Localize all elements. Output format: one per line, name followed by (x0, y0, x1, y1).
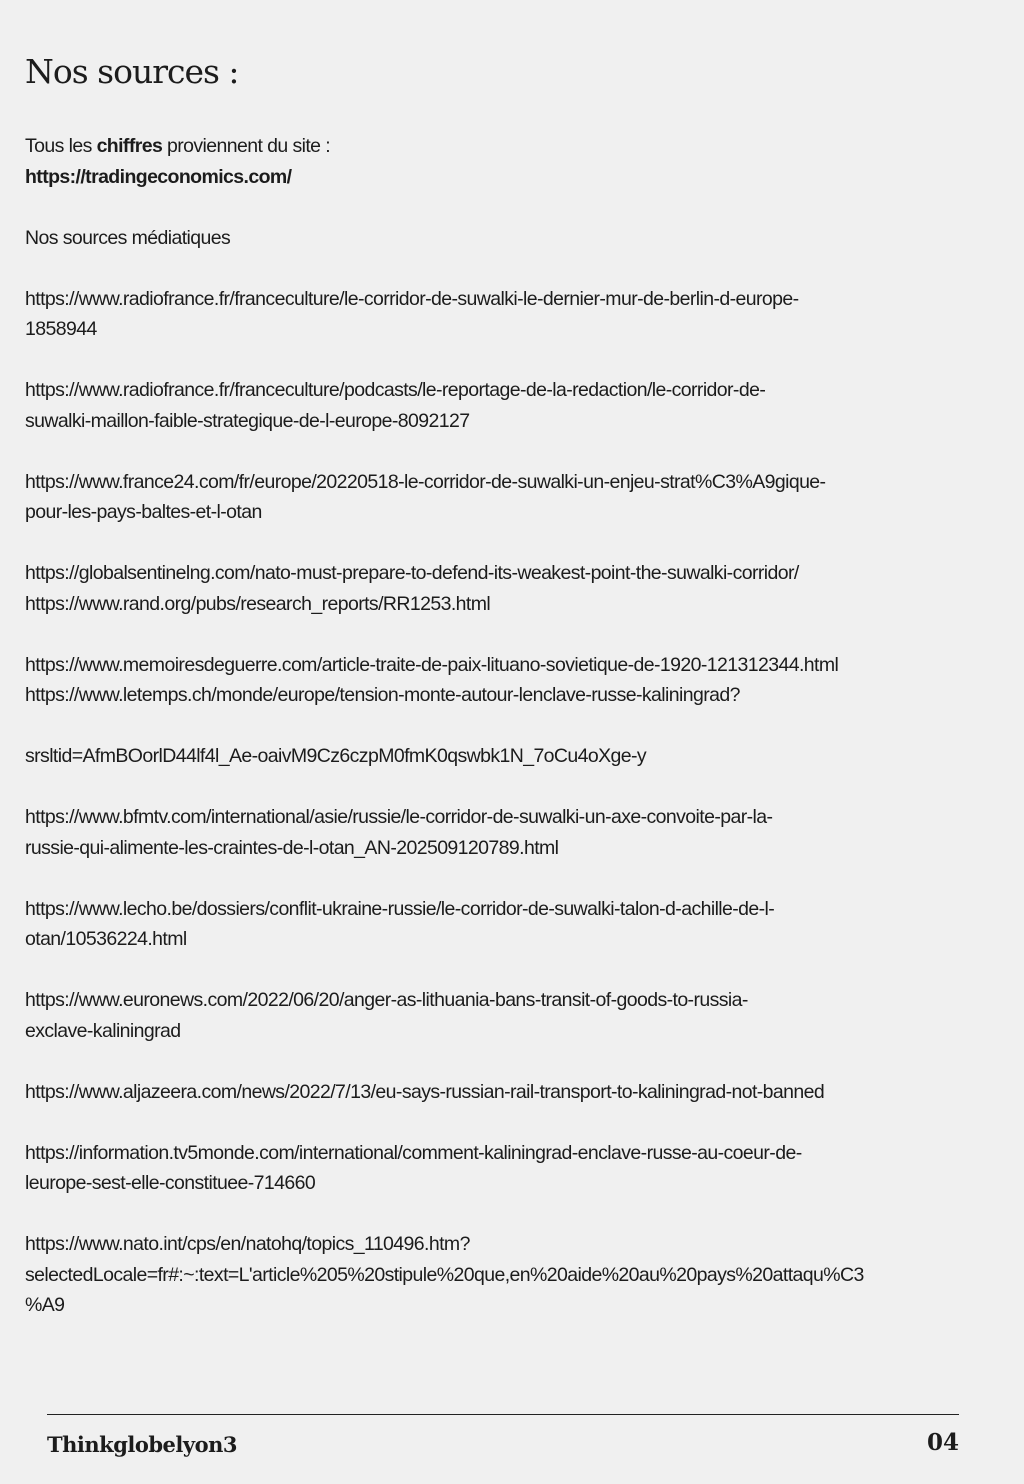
source-link-line: https://www.france24.com/fr/europe/20220518-le-corridor-de-suwalki-un-enjeu-strat%C3%A9gique- (25, 470, 826, 493)
spacer (25, 955, 1010, 986)
sources-content (25, 131, 1010, 1321)
source-link[interactable] (25, 1229, 1010, 1321)
spacer (25, 436, 1010, 467)
source-link-line: https://globalsentinelng.com/nato-must-prepare-to-defend-its-weakest-point-the-suwalki-corridor/ (25, 562, 799, 584)
spacer (25, 1107, 1010, 1138)
source-link-line: exclave-kaliningrad (25, 1019, 181, 1042)
source-link[interactable] (25, 558, 1010, 619)
spacer (25, 1046, 1010, 1077)
source-link[interactable] (25, 650, 1010, 711)
source-link-line: srsltid=AfmBOorlD44lf4l_Ae-oaivM9Cz6czpM0fmK0qswbk1N_7oCu4oXge-y (25, 745, 647, 767)
main-source-link[interactable]: https://tradingeconomics.com/ (25, 165, 292, 188)
source-link-line: https://www.lecho.be/dossiers/conflit-ukraine-russie/le-corridor-de-suwalki-talon-d-achille-de-l- (25, 897, 775, 920)
footer-divider (47, 1414, 959, 1415)
source-link-line: otan/10536224.html (25, 928, 187, 950)
intro-prefix: Tous les (25, 135, 97, 157)
source-link-line: https://www.euronews.com/2022/06/20/anger-as-lithuania-bans-transit-of-goods-to-russia- (25, 989, 748, 1011)
spacer (25, 345, 1010, 376)
footer-brand: Thinkglobelyon3 (47, 1432, 237, 1457)
source-link-line: 1858944 (25, 318, 97, 340)
spacer (25, 192, 1010, 223)
source-link-line: https://www.aljazeera.com/news/2022/7/13/eu-says-russian-rail-transport-to-kaliningrad-not-banned (25, 1080, 825, 1103)
source-link-line: https://information.tv5monde.com/international/comment-kaliningrad-enclave-russe-au-coeur-de- (25, 1141, 802, 1164)
spacer (25, 772, 1010, 803)
source-link-line: selectedLocale=fr#:~:text=L'article%205%20stipule%20que,en%20aide%20au%20pays%20attaqu%C3 (25, 1263, 864, 1286)
source-link-line: suwalki-maillon-faible-strategique-de-l-europe-8092127 (25, 409, 470, 432)
intro-bold-word: chiffres (96, 135, 163, 157)
media-sources-heading: Nos sources médiatiques (25, 226, 231, 249)
source-link-line: https://www.letemps.ch/monde/europe/tension-monte-autour-lenclave-russe-kaliningrad? (25, 684, 740, 706)
page-title: Nos sources : (25, 52, 239, 91)
intro-line (25, 131, 1010, 162)
source-link[interactable] (25, 1077, 1010, 1108)
source-link[interactable] (25, 284, 1010, 345)
source-link-line: pour-les-pays-baltes-et-l-otan (25, 501, 262, 523)
source-link[interactable] (25, 467, 1010, 528)
source-link[interactable] (25, 375, 1010, 436)
source-link-line: https://www.rand.org/pubs/research_reports/RR1253.html (25, 592, 491, 615)
source-link-line: https://www.memoiresdeguerre.com/article-traite-de-paix-lituano-sovietique-de-1920-121312344.html (25, 653, 839, 676)
spacer (25, 528, 1010, 559)
source-link-line: https://www.radiofrance.fr/franceculture/le-corridor-de-suwalki-le-dernier-mur-de-berlin-d-europe- (25, 287, 799, 310)
source-link-line: https://www.bfmtv.com/international/asie/russie/le-corridor-de-suwalki-un-axe-convoite-par-la- (25, 806, 773, 828)
source-link[interactable] (25, 985, 1010, 1046)
source-link[interactable] (25, 802, 1010, 863)
spacer (25, 619, 1010, 650)
source-link[interactable] (25, 1138, 1010, 1199)
spacer (25, 711, 1010, 742)
source-link-line: leurope-sest-elle-constituee-714660 (25, 1172, 316, 1194)
source-link[interactable] (25, 894, 1010, 955)
page-number: 04 (926, 1429, 959, 1456)
spacer (25, 1199, 1010, 1230)
spacer (25, 253, 1010, 284)
source-link-line: https://www.nato.int/cps/en/natohq/topics_110496.htm? (25, 1233, 470, 1255)
source-link-line: %A9 (25, 1294, 65, 1316)
intro-suffix: proviennent du site : (162, 135, 331, 157)
spacer (25, 863, 1010, 894)
source-link-line: https://www.radiofrance.fr/franceculture/podcasts/le-reportage-de-la-redaction/le-corridor-de- (25, 379, 766, 401)
source-link-line: russie-qui-alimente-les-craintes-de-l-otan_AN-202509120789.html (25, 836, 559, 859)
source-list (25, 253, 1010, 1321)
source-link[interactable] (25, 741, 1010, 772)
